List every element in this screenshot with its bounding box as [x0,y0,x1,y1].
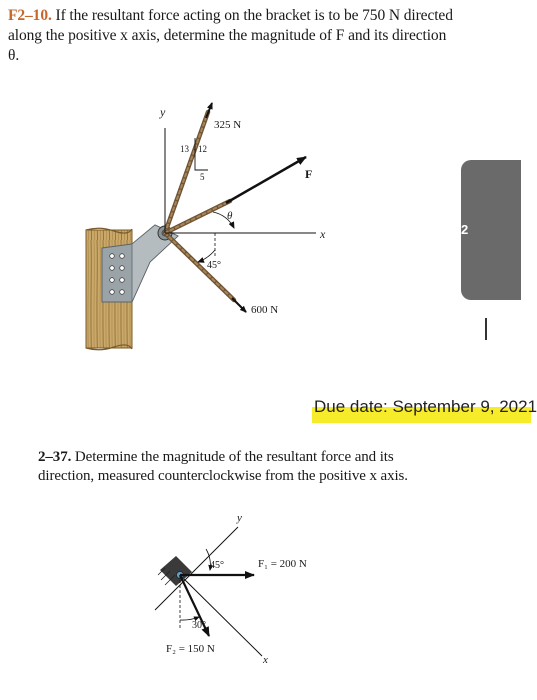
problem-number: 2–37. [38,449,72,465]
F1-label: F₁ = 200 N [258,558,307,570]
slope-12-label: 12 [198,144,207,154]
y-axis-label: y [237,512,242,524]
problem-statement: If the resultant force acting on the bracket is to be 750 N directed along the positive x axis, determine the magnitude of F and its direction θ. [8,7,453,64]
angle-30-label: 30° [192,620,206,631]
force-F-label: F [305,167,313,181]
problem-number: F2–10. [8,7,52,24]
theta-label: θ [227,210,233,222]
due-date-text: Due date: September 9, 2021 [314,397,537,416]
F2-label: F₂ = 150 N [166,643,215,655]
x-axis-label: x [263,654,268,666]
slope-13-label: 13 [180,144,189,154]
problem-statement: Determine the magnitude of the resultant force and its direction, measured counterclockwise from the positive x axis. [38,449,408,484]
slope-5-label: 5 [200,172,205,182]
angle-45-label: 45° [207,260,221,271]
side-tab-label: 2 [461,222,469,237]
force-600-label: 600 N [251,304,279,316]
y-axis-label: y [160,105,166,119]
angle-45-label: 45° [210,560,224,571]
x-axis-label: x [320,227,326,241]
force-325-label: 325 N [214,119,242,131]
